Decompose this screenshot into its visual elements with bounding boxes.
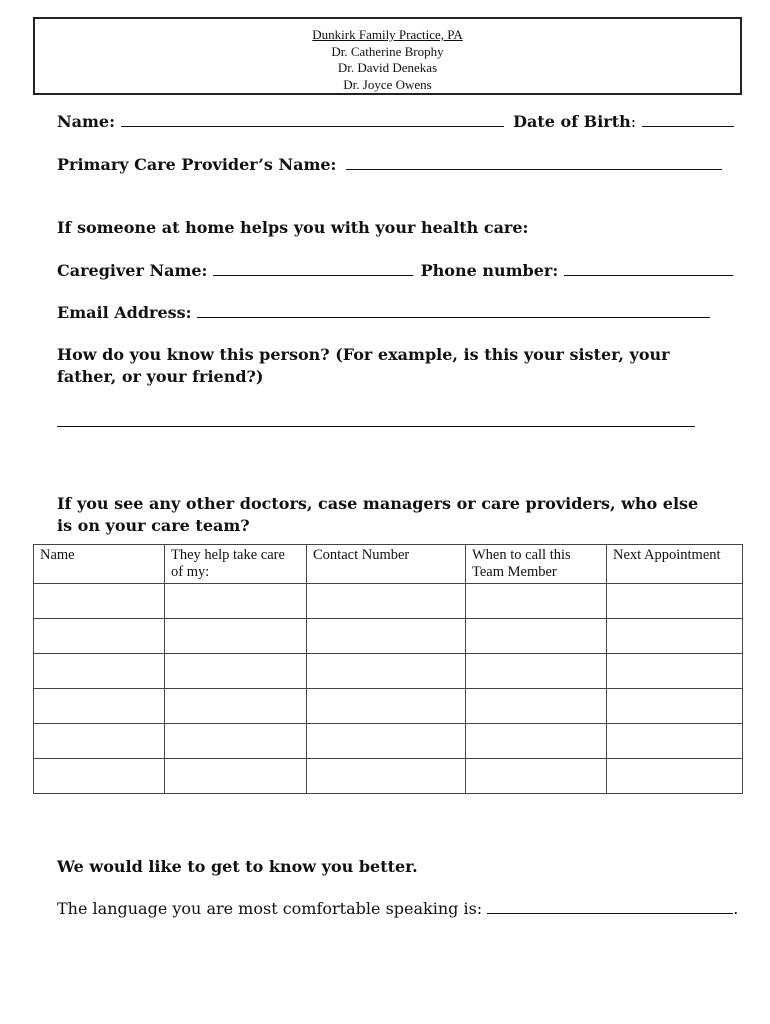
table-cell[interactable]	[466, 724, 607, 759]
table-cell[interactable]	[607, 724, 743, 759]
doctor-name: Dr. David Denekas	[337, 60, 438, 75]
table-cell[interactable]	[607, 619, 743, 654]
table-cell[interactable]	[34, 759, 165, 794]
table-cell[interactable]	[307, 724, 466, 759]
table-row	[34, 689, 743, 724]
doctor-name: Dr. Joyce Owens	[343, 76, 432, 92]
table-cell[interactable]	[607, 689, 743, 724]
table-cell[interactable]	[34, 724, 165, 759]
table-cell[interactable]	[34, 654, 165, 689]
table-cell[interactable]	[307, 759, 466, 794]
dob-label: Date of Birth	[513, 112, 631, 131]
email-row	[57, 303, 710, 322]
table-cell[interactable]	[307, 584, 466, 619]
name-row	[57, 112, 734, 131]
language-field[interactable]	[487, 899, 733, 914]
table-row	[34, 584, 743, 619]
language-period: .	[733, 899, 739, 918]
column-header-name: Name	[34, 545, 165, 584]
practice-header	[33, 17, 742, 95]
language-label: The language you are most comfortable speaking is:	[57, 899, 483, 918]
practice-name: Dunkirk Family Practice, PA	[312, 27, 463, 42]
care-team-question: If you see any other doctors, case managers or care providers, who else is on your care team?	[57, 494, 699, 535]
table-cell[interactable]	[607, 759, 743, 794]
pcp-label: Primary Care Provider’s Name:	[57, 155, 337, 174]
name-field[interactable]	[121, 112, 504, 127]
phone-label: Phone number:	[420, 261, 559, 280]
relationship-question: How do you know this person? (For example, is this your sister, your father, or your friend?)	[57, 345, 670, 386]
table-cell[interactable]	[34, 584, 165, 619]
table-cell[interactable]	[165, 689, 307, 724]
column-header-when: When to call this Team Member	[466, 545, 607, 584]
care-team-table	[33, 544, 743, 794]
column-header-appointment: Next Appointment	[607, 545, 743, 584]
email-label: Email Address:	[57, 303, 192, 322]
pcp-field[interactable]	[346, 155, 722, 170]
table-cell[interactable]	[165, 584, 307, 619]
table-cell[interactable]	[165, 724, 307, 759]
table-cell[interactable]	[466, 689, 607, 724]
dob-colon: :	[630, 112, 637, 131]
table-cell[interactable]	[34, 689, 165, 724]
relationship-field[interactable]	[57, 426, 695, 427]
table-cell[interactable]	[466, 654, 607, 689]
dob-field[interactable]	[642, 112, 734, 127]
table-row	[34, 759, 743, 794]
caregiver-row	[57, 261, 733, 280]
caregiver-label: Caregiver Name:	[57, 261, 208, 280]
table-row	[34, 619, 743, 654]
table-cell[interactable]	[307, 619, 466, 654]
email-field[interactable]	[197, 303, 710, 318]
table-cell[interactable]	[607, 584, 743, 619]
language-row	[57, 899, 738, 918]
caregiver-name-field[interactable]	[213, 261, 413, 276]
table-cell[interactable]	[34, 619, 165, 654]
table-header-row	[34, 545, 743, 584]
table-cell[interactable]	[165, 619, 307, 654]
phone-field[interactable]	[564, 261, 733, 276]
table-cell[interactable]	[165, 654, 307, 689]
know-you-heading: We would like to get to know you better.	[57, 857, 418, 876]
table-cell[interactable]	[165, 759, 307, 794]
table-row	[34, 654, 743, 689]
table-cell[interactable]	[607, 654, 743, 689]
caregiver-intro: If someone at home helps you with your health care:	[57, 218, 529, 237]
table-cell[interactable]	[466, 759, 607, 794]
name-label: Name:	[57, 112, 116, 131]
table-row	[34, 724, 743, 759]
table-cell[interactable]	[307, 654, 466, 689]
table-cell[interactable]	[307, 689, 466, 724]
doctor-name: Dr. Catherine Brophy	[331, 43, 444, 59]
column-header-contact: Contact Number	[307, 545, 466, 584]
table-cell[interactable]	[466, 584, 607, 619]
column-header-care: They help take care of my:	[165, 545, 307, 584]
table-cell[interactable]	[466, 619, 607, 654]
pcp-row	[57, 155, 722, 174]
